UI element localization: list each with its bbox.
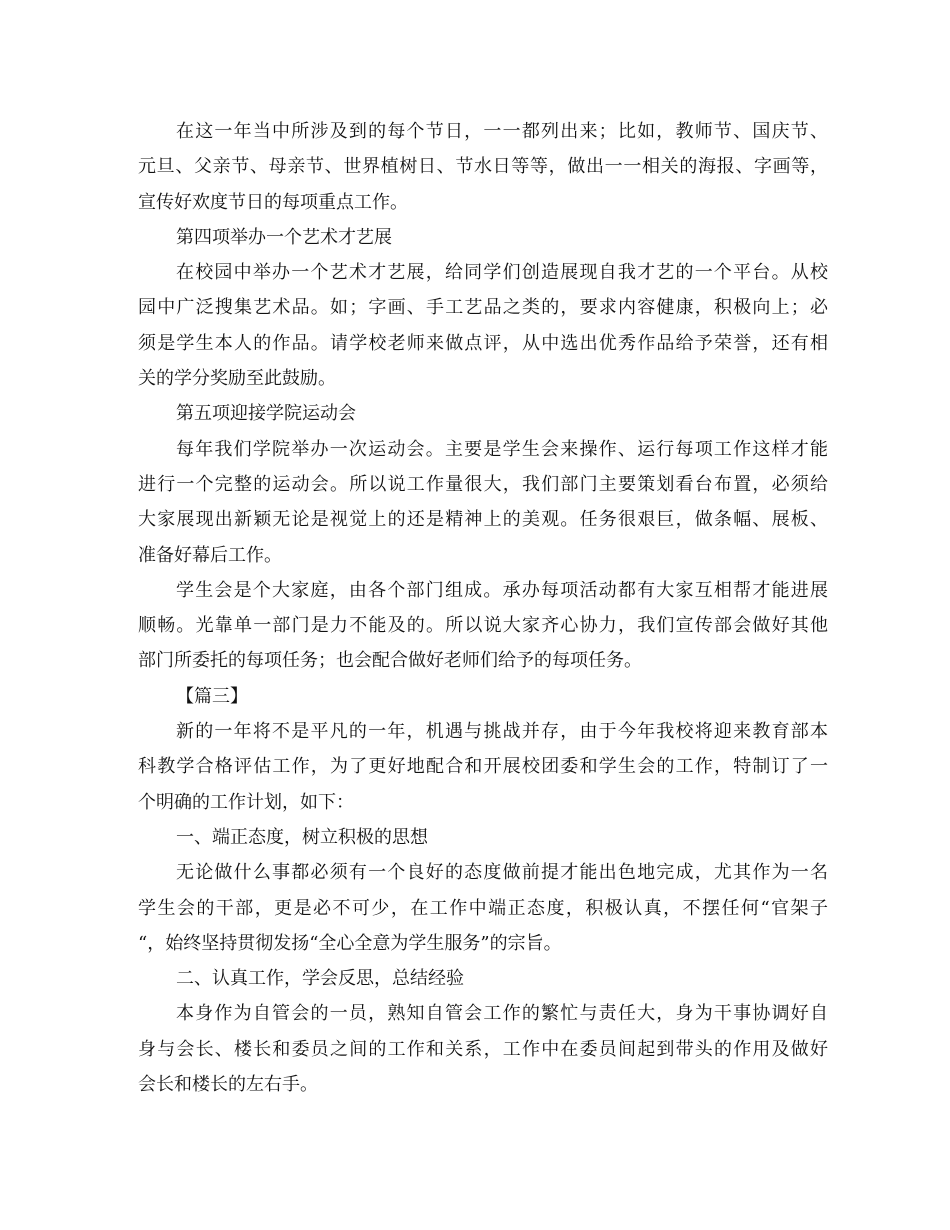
document-body xyxy=(138,114,828,1102)
paragraph-last-line: 二、认真工作，学会反思，总结经验 xyxy=(176,968,464,990)
paragraph-line: 大家展现出新颖无论是视觉上的还是精神上的美观。任务很艰巨，做条幅、展板、 xyxy=(138,509,828,531)
paragraph-line: 每年我们学院举办一次运动会。主要是学生会来操作、运行每项工作这样才能 xyxy=(176,438,828,460)
paragraph-line: 须是学生本人的作品。请学校老师来做点评，从中选出优秀作品给予荣誉，还有相 xyxy=(138,332,828,354)
paragraph-last-line: 【篇三】 xyxy=(176,685,248,707)
paragraph-line: 无论做什么事都必须有一个良好的态度做前提才能出色地完成，尤其作为一名 xyxy=(176,862,828,884)
paragraph-last-line: “，始终坚持贯彻发扬“全心全意为学生服务”的宗旨。 xyxy=(138,932,562,954)
paragraph-line: 园中广泛搜集艺术品。如；字画、手工艺品之类的，要求内容健康，积极向上；必 xyxy=(138,297,828,319)
paragraph-line: 进行一个完整的运动会。所以说工作量很大，我们部门主要策划看台布置，必须给 xyxy=(138,473,828,495)
paragraph-line: 在这一年当中所涉及到的每个节日，一一都列出来；比如，教师节、国庆节、 xyxy=(176,121,828,142)
paragraph-line: 顺畅。光靠单一部门是力不能及的。所以说大家齐心协力，我们宣传部会做好其他 xyxy=(138,615,828,637)
paragraph-last-line: 第五项迎接学院运动会 xyxy=(176,403,356,425)
paragraph-line: 在校园中举办一个艺术才艺展，给同学们创造展现自我才艺的一个平台。从校 xyxy=(176,262,828,284)
paragraph-line: 学生会的干部，更是必不可少，在工作中端正态度，积极认真，不摆任何“官架子 xyxy=(138,897,828,919)
paragraph-last-line: 准备好幕后工作。 xyxy=(138,544,282,566)
paragraph-line: 科教学合格评估工作，为了更好地配合和开展校团委和学生会的工作，特制订了一 xyxy=(138,756,828,778)
paragraph-line: 身与会长、楼长和委员之间的工作和关系，工作中在委员间起到带头的作用及做好 xyxy=(138,1038,828,1060)
paragraph-line: 元旦、父亲节、母亲节、世界植树日、节水日等等，做出一一相关的海报、字画等， xyxy=(138,156,828,178)
paragraph-last-line: 部门所委托的每项任务；也会配合做好老师们给予的每项任务。 xyxy=(138,650,642,672)
paragraph-last-line: 第四项举办一个艺术才艺展 xyxy=(176,226,392,248)
paragraph-last-line: 个明确的工作计划，如下： xyxy=(138,791,354,813)
paragraph-last-line: 一、端正态度，树立积极的思想 xyxy=(176,826,428,848)
paragraph-line: 本身作为自管会的一员，熟知自管会工作的繁忙与责任大，身为干事协调好自 xyxy=(176,1003,828,1025)
paragraph-last-line: 关的学分奖励至此鼓励。 xyxy=(138,368,336,390)
paragraph-last-line: 宣传好欢度节日的每项重点工作。 xyxy=(138,191,408,213)
paragraph-line: 新的一年将不是平凡的一年，机遇与挑战并存，由于今年我校将迎来教育部本 xyxy=(176,721,828,743)
paragraph-last-line: 会长和楼长的左右手。 xyxy=(138,1074,318,1096)
paragraph-line: 学生会是个大家庭，由各个部门组成。承办每项活动都有大家互相帮才能进展 xyxy=(176,579,828,601)
